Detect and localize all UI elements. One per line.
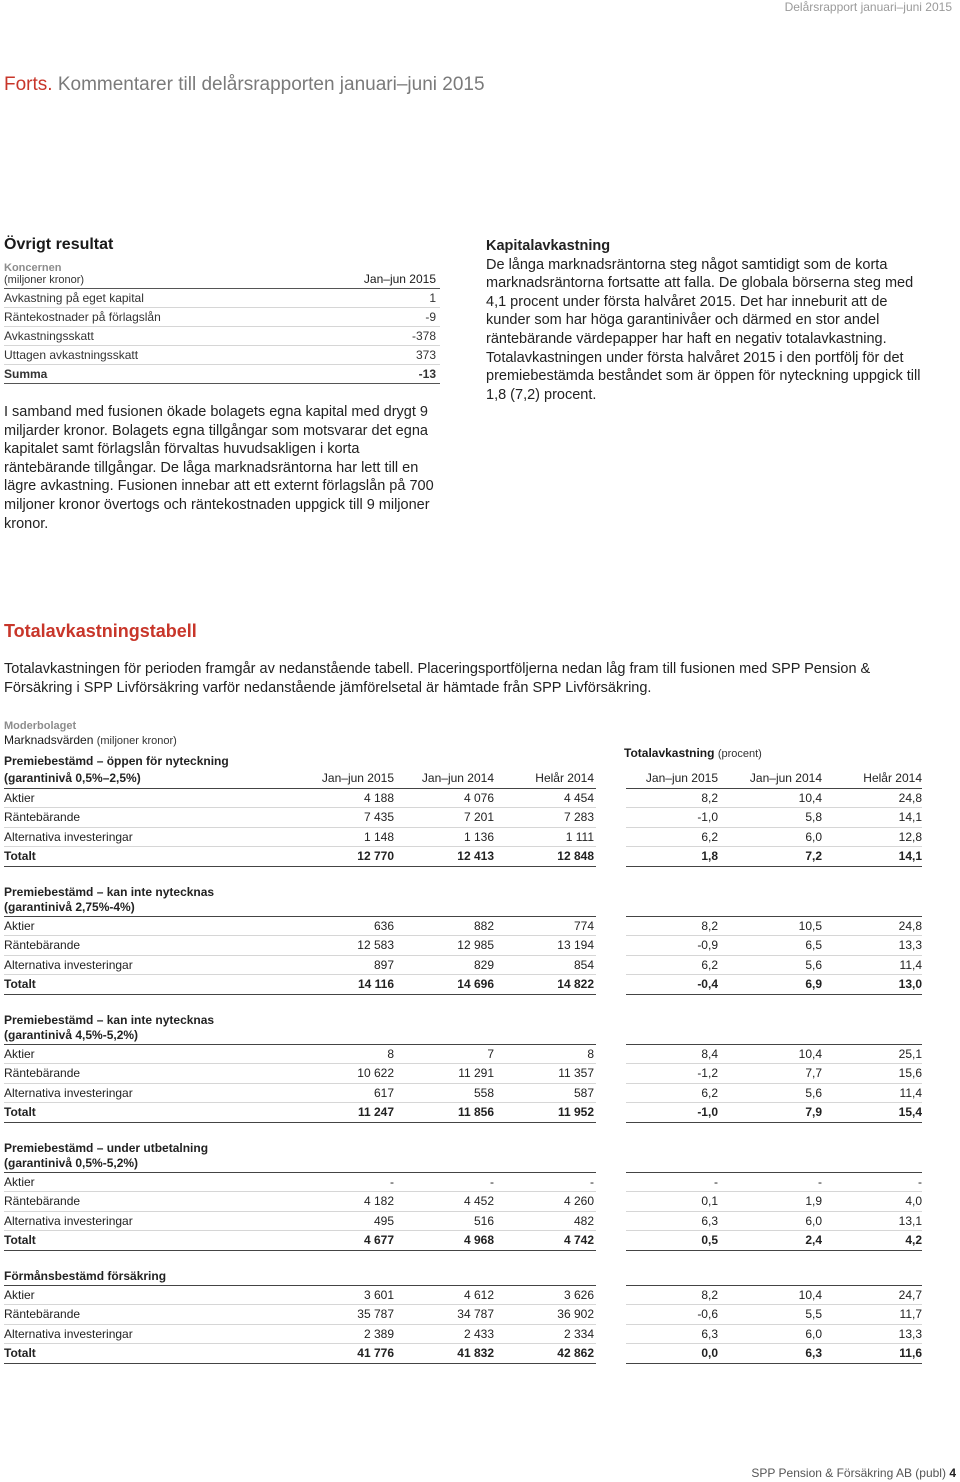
cell-col-4: 6,2 xyxy=(701,829,718,844)
ovrigt-row-label: Räntekostnader på förlagslån xyxy=(4,310,161,324)
row-label: Alternativa investeringar xyxy=(4,1326,133,1341)
cell-col-2: 7 201 xyxy=(463,810,494,824)
cell-col-1: 4 677 xyxy=(363,1233,394,1247)
group-title xyxy=(4,754,922,769)
ovrigt-sum-value: -13 xyxy=(418,367,436,381)
cell-col-3: 587 xyxy=(573,1085,594,1100)
column-gap xyxy=(596,1044,626,1065)
group-title-line2: (garantinivå 2,75%-4%) xyxy=(4,899,135,914)
cell-col-6: 11,4 xyxy=(899,1085,922,1100)
footer-page-number: 4 xyxy=(949,1466,956,1480)
group-title-line1: Förmånsbestämd försäkring xyxy=(4,1268,167,1283)
row-label: Totalt xyxy=(4,1233,36,1247)
cell-col-2: 14 696 xyxy=(457,977,494,991)
cell-col-1: 7 435 xyxy=(363,810,394,824)
cell-col-3: 14 822 xyxy=(557,977,594,991)
row-label: Räntebärande xyxy=(4,1194,81,1208)
cell-col-1: 14 116 xyxy=(357,977,394,991)
cell-col-1: 495 xyxy=(373,1213,394,1228)
cell-col-6: 11,6 xyxy=(899,1346,922,1360)
cell-col-5: 10,5 xyxy=(798,918,822,933)
column-header-1: Jan–jun 2015 xyxy=(321,771,394,785)
cell-col-1: 4 182 xyxy=(363,1194,394,1208)
table-row xyxy=(4,789,922,809)
cell-col-6: 24,8 xyxy=(898,790,922,805)
table-group xyxy=(4,754,922,867)
cell-col-6: 14,1 xyxy=(898,810,922,824)
cell-col-2: 12 413 xyxy=(457,849,494,863)
group-title-line1: Premiebestämd – öppen för nyteckning xyxy=(4,754,229,768)
column-gap xyxy=(596,1285,626,1306)
column-header-3: Helår 2014 xyxy=(535,771,594,785)
totalavkastning-table xyxy=(4,720,922,1364)
cell-col-6: 4,2 xyxy=(905,1233,922,1247)
table-group xyxy=(4,885,922,995)
column-gap xyxy=(596,1172,626,1193)
cell-col-1: 35 787 xyxy=(357,1307,394,1321)
group-title-line2: (garantinivå 0,5%-5,2%) xyxy=(4,1155,139,1170)
cell-col-6: 12,8 xyxy=(898,829,922,844)
cell-col-4: -0,4 xyxy=(697,977,718,991)
cell-col-1: 10 622 xyxy=(357,1066,394,1080)
row-label: Alternativa investeringar xyxy=(4,1213,133,1228)
group-title xyxy=(4,885,922,917)
row-label: Aktier xyxy=(4,790,35,805)
ovrigt-row xyxy=(4,308,440,327)
row-label: Totalt xyxy=(4,977,36,991)
footer-company: SPP Pension & Försäkring AB (publ) xyxy=(751,1466,946,1480)
cell-col-5: 7,7 xyxy=(805,1066,822,1080)
cell-col-6: 15,4 xyxy=(898,1105,922,1119)
cell-col-3: 4 742 xyxy=(563,1233,594,1247)
cell-col-2: 11 291 xyxy=(458,1066,494,1080)
cell-col-4: -0,9 xyxy=(697,938,718,952)
column-gap xyxy=(596,1343,626,1364)
ovrigt-row-value: -9 xyxy=(425,310,436,324)
group-title-line1: Premiebestämd – kan inte nytecknas xyxy=(4,884,215,899)
cell-col-5: 6,0 xyxy=(805,1326,822,1341)
column-gap xyxy=(596,807,626,828)
cell-col-2: 558 xyxy=(473,1085,494,1100)
cell-col-1: 897 xyxy=(373,957,394,972)
table-row xyxy=(4,1286,922,1306)
ovrigt-resultat-header xyxy=(4,262,440,289)
table-unit-label: Marknadsvärden xyxy=(4,733,94,747)
column-gap xyxy=(596,955,626,976)
cell-col-5: 5,6 xyxy=(805,957,822,972)
table-groups xyxy=(4,754,922,1364)
column-gap xyxy=(596,1083,626,1104)
cell-col-5: 1,9 xyxy=(805,1194,822,1208)
group-title-line2: (garantinivå 0,5%–2,5%) xyxy=(4,771,141,785)
ovrigt-entity: Koncernen xyxy=(4,262,62,274)
cell-col-6: 11,7 xyxy=(899,1307,922,1321)
kapitalavkastning-title: Kapitalavkastning xyxy=(486,238,611,254)
totalavkastning-title: Totalavkastningstabell xyxy=(4,621,197,641)
table-entity: Moderbolaget xyxy=(4,720,77,732)
cell-col-5: 6,5 xyxy=(805,938,822,952)
cell-col-5: 7,2 xyxy=(805,849,822,863)
ovrigt-row-value: 1 xyxy=(429,291,436,305)
table-row xyxy=(4,1325,922,1345)
ovrigt-row xyxy=(4,346,440,365)
cell-col-1: 12 770 xyxy=(357,849,394,863)
table-total-row xyxy=(4,1344,922,1364)
table-row xyxy=(4,1192,922,1212)
page-title xyxy=(4,74,485,96)
column-gap xyxy=(596,1230,626,1251)
cell-col-2: 12 985 xyxy=(457,938,494,952)
ovrigt-row xyxy=(4,327,440,346)
cell-col-4: -0,6 xyxy=(697,1307,718,1321)
ovrigt-resultat-title: Övrigt resultat xyxy=(4,236,114,253)
table-row xyxy=(4,956,922,976)
ovrigt-resultat-paragraph: I samband med fusionen ökade bolagets egna kapital med drygt 9 miljarder kronor. Bolagets egna tillgångar som motsvarar det egna kapitalet samt förlagslån förvaltas huvudsakligen i korta räntebärande tillgångar. De låga marknadsräntorna har lett till en lägre avkastning. Fusionen innebar att ett externt förlagslån på 700 miljoner kronor övertogs och räntekostnaden uppgick till 9 miljoner kronor. xyxy=(4,404,434,532)
ovrigt-resultat-section xyxy=(4,236,440,384)
column-gap xyxy=(596,1102,626,1123)
totalavkastning-intro: Totalavkastningen för perioden framgår av nedanstående tabell. Placeringsportföljerna nedan låg fram till fusionen med SPP Pension & Försäkring i SPP Livförsäkring varför nedanstående jämförelsetal är hämtade från SPP Livförsäkring. xyxy=(4,661,871,696)
cell-col-2: 7 xyxy=(487,1046,494,1061)
cell-col-4: 6,3 xyxy=(701,1326,718,1341)
row-label: Aktier xyxy=(4,1046,35,1061)
cell-col-3: 8 xyxy=(587,1046,594,1061)
ovrigt-row-value: -378 xyxy=(411,329,436,343)
cell-col-1: 8 xyxy=(387,1046,394,1061)
ovrigt-resultat-rows xyxy=(4,289,440,365)
cell-col-1: 12 583 xyxy=(357,938,394,952)
table-row xyxy=(4,808,922,828)
column-header-6: Helår 2014 xyxy=(863,771,922,785)
cell-col-5: 10,4 xyxy=(798,1046,822,1061)
cell-col-2: 4 968 xyxy=(463,1233,494,1247)
cell-col-6: - xyxy=(918,1174,922,1189)
group-title xyxy=(4,1013,922,1045)
cell-col-2: 1 136 xyxy=(463,829,494,844)
group-title-line2: (garantinivå 4,5%-5,2%) xyxy=(4,1027,139,1042)
ovrigt-sum-row xyxy=(4,365,440,384)
cell-col-6: 25,1 xyxy=(898,1046,922,1061)
table-row xyxy=(4,936,922,956)
cell-col-2: 4 452 xyxy=(463,1194,494,1208)
column-gap xyxy=(596,1211,626,1232)
cell-col-4: 6,2 xyxy=(701,957,718,972)
table-row xyxy=(4,1084,922,1104)
cell-col-2: 11 856 xyxy=(457,1105,494,1119)
cell-col-1: 1 148 xyxy=(363,829,394,844)
cell-col-6: 13,0 xyxy=(898,977,922,991)
table-total-row xyxy=(4,1231,922,1251)
cell-col-3: 11 952 xyxy=(557,1105,594,1119)
cell-col-3: 3 626 xyxy=(563,1287,594,1302)
cell-col-1: 3 601 xyxy=(363,1287,394,1302)
row-label: Aktier xyxy=(4,1287,35,1302)
kapitalavkastning-paragraph: De långa marknadsräntorna steg något samtidigt som de korta marknadsräntorna fortsatte att falla. De globala börserna steg med 4,1 procent under första halvåret 2015. Det har inneburit att de kunder som har höga garantinivåer och därmed en stor andel räntebärande värdepapper har haft en negativ totalavkastning. Totalavkastningen under första halvåret 2015 i den portfölj för det premiebestämda beståndet som är öppen för nyteckning uppgick till 1,8 (7,2) procent. xyxy=(486,256,921,403)
cell-col-2: 829 xyxy=(473,957,494,972)
table-unit: (miljoner kronor) xyxy=(96,735,177,747)
table-unit-line xyxy=(4,733,177,747)
cell-col-5: 6,0 xyxy=(805,829,822,844)
group-title-line1: Premiebestämd – under utbetalning xyxy=(4,1140,209,1155)
column-header-5: Jan–jun 2014 xyxy=(749,771,822,785)
cell-col-3: 42 862 xyxy=(557,1346,594,1360)
cell-col-3: - xyxy=(590,1174,594,1189)
cell-col-3: 1 111 xyxy=(565,829,594,844)
cell-col-2: 34 787 xyxy=(457,1307,494,1321)
cell-col-6: 24,8 xyxy=(898,918,922,933)
cell-col-6: 13,3 xyxy=(898,1326,922,1341)
cell-col-4: 0,0 xyxy=(701,1346,718,1360)
cell-col-4: 8,2 xyxy=(701,790,718,805)
cell-col-3: 4 260 xyxy=(563,1194,594,1208)
cell-col-2: 4 612 xyxy=(463,1287,494,1302)
cell-col-5: 7,9 xyxy=(805,1105,822,1119)
cell-col-4: -1,0 xyxy=(697,810,718,824)
cell-col-3: 482 xyxy=(573,1213,594,1228)
cell-col-2: 516 xyxy=(473,1213,494,1228)
ovrigt-unit: (miljoner kronor) xyxy=(4,274,85,286)
cell-col-6: 24,7 xyxy=(898,1287,922,1302)
cell-col-3: 13 194 xyxy=(557,938,594,952)
table-total-row xyxy=(4,975,922,995)
row-label: Räntebärande xyxy=(4,1307,81,1321)
page-title-text: Kommentarer till delårsrapporten januari–juni 2015 xyxy=(57,74,485,95)
row-label: Alternativa investeringar xyxy=(4,829,133,844)
cell-col-3: 11 357 xyxy=(558,1066,594,1080)
row-label: Totalt xyxy=(4,1346,36,1360)
cell-col-4: 8,4 xyxy=(701,1046,718,1061)
row-label: Räntebärande xyxy=(4,810,81,824)
cell-col-3: 854 xyxy=(573,957,594,972)
cell-col-1: 4 188 xyxy=(363,790,394,805)
row-label: Aktier xyxy=(4,918,35,933)
cell-col-5: 5,8 xyxy=(805,810,822,824)
page-footer xyxy=(751,1466,956,1480)
column-gap xyxy=(596,846,626,867)
cell-col-1: 11 247 xyxy=(357,1105,394,1119)
cell-col-5: 5,6 xyxy=(805,1085,822,1100)
cell-col-1: 2 389 xyxy=(363,1326,394,1341)
cell-col-5: - xyxy=(818,1174,822,1189)
cell-col-1: 617 xyxy=(373,1085,394,1100)
cell-col-4: 0,1 xyxy=(701,1194,718,1208)
row-label: Totalt xyxy=(4,849,36,863)
cell-col-4: 6,2 xyxy=(701,1085,718,1100)
column-gap xyxy=(596,935,626,956)
cell-col-5: 5,5 xyxy=(805,1307,822,1321)
cell-col-4: 1,8 xyxy=(701,849,718,863)
cell-col-2: - xyxy=(490,1174,494,1189)
column-gap xyxy=(596,916,626,937)
column-gap xyxy=(596,974,626,995)
page-title-prefix: Forts. xyxy=(4,74,53,95)
cell-col-3: 12 848 xyxy=(557,849,594,863)
group-title xyxy=(4,1141,922,1173)
cell-col-3: 4 454 xyxy=(563,790,594,805)
cell-col-4: 8,2 xyxy=(701,1287,718,1302)
table-row xyxy=(4,1064,922,1084)
column-gap xyxy=(596,788,626,809)
table-group xyxy=(4,1141,922,1251)
cell-col-3: 36 902 xyxy=(557,1307,594,1321)
cell-col-3: 774 xyxy=(573,918,594,933)
row-label: Aktier xyxy=(4,1174,35,1189)
cell-col-1: - xyxy=(390,1174,394,1189)
row-label: Alternativa investeringar xyxy=(4,1085,133,1100)
row-label: Räntebärande xyxy=(4,938,81,952)
table-row xyxy=(4,1045,922,1065)
cell-col-4: 8,2 xyxy=(701,918,718,933)
column-gap xyxy=(596,1324,626,1345)
cell-col-5: 6,3 xyxy=(805,1346,822,1360)
table-row xyxy=(4,917,922,937)
table-row xyxy=(4,1212,922,1232)
ovrigt-sum-label: Summa xyxy=(4,367,48,381)
cell-col-5: 6,9 xyxy=(805,977,822,991)
cell-col-4: 0,5 xyxy=(701,1233,718,1247)
column-header-2: Jan–jun 2014 xyxy=(421,771,494,785)
column-gap xyxy=(596,827,626,848)
cell-col-1: 636 xyxy=(373,918,394,933)
table-row xyxy=(4,1173,922,1193)
table-group xyxy=(4,1269,922,1364)
ovrigt-column-header: Jan–jun 2015 xyxy=(363,272,436,286)
cell-col-3: 2 334 xyxy=(563,1326,594,1341)
cell-col-5: 10,4 xyxy=(798,1287,822,1302)
table-row xyxy=(4,1305,922,1325)
column-gap xyxy=(596,1191,626,1212)
cell-col-4: 6,3 xyxy=(701,1213,718,1228)
cell-col-5: 6,0 xyxy=(805,1213,822,1228)
ovrigt-row xyxy=(4,289,440,308)
ovrigt-row-value: 373 xyxy=(415,348,436,362)
cell-col-6: 4,0 xyxy=(905,1194,922,1208)
row-label: Räntebärande xyxy=(4,1066,81,1080)
cell-col-6: 13,3 xyxy=(898,938,922,952)
ovrigt-row-label: Avkastning på eget kapital xyxy=(4,291,144,305)
cell-col-6: 11,4 xyxy=(899,957,922,972)
cell-col-2: 2 433 xyxy=(463,1326,494,1341)
right-header-label: Totalavkastning xyxy=(624,746,715,760)
column-gap xyxy=(596,1304,626,1325)
table-group xyxy=(4,1013,922,1123)
group-title xyxy=(4,1269,922,1286)
cell-col-6: 13,1 xyxy=(898,1213,922,1228)
table-total-row xyxy=(4,847,922,867)
kapitalavkastning-section xyxy=(486,237,931,404)
right-header-unit: (procent) xyxy=(717,748,762,760)
cell-col-4: -1,0 xyxy=(697,1105,718,1119)
cell-col-6: 15,6 xyxy=(898,1066,922,1080)
column-header-row xyxy=(4,769,922,789)
cell-col-5: 2,4 xyxy=(805,1233,822,1247)
table-total-row xyxy=(4,1103,922,1123)
cell-col-5: 10,4 xyxy=(798,790,822,805)
cell-col-4: - xyxy=(714,1174,718,1189)
table-row xyxy=(4,828,922,848)
table-meta xyxy=(4,720,922,760)
column-header-4: Jan–jun 2015 xyxy=(645,771,718,785)
cell-col-2: 4 076 xyxy=(463,790,494,805)
cell-col-3: 7 283 xyxy=(563,810,594,824)
cell-col-4: -1,2 xyxy=(697,1066,718,1080)
cell-col-6: 14,1 xyxy=(898,849,922,863)
ovrigt-row-label: Avkastningsskatt xyxy=(4,329,94,343)
ovrigt-row-label: Uttagen avkastningsskatt xyxy=(4,348,139,362)
cell-col-2: 41 832 xyxy=(457,1346,494,1360)
row-label: Alternativa investeringar xyxy=(4,957,133,972)
group-title-line1: Premiebestämd – kan inte nytecknas xyxy=(4,1012,215,1027)
running-header: Delårsrapport januari–juni 2015 xyxy=(784,0,952,14)
cell-col-1: 41 776 xyxy=(357,1346,394,1360)
row-label: Totalt xyxy=(4,1105,36,1119)
column-gap xyxy=(596,768,626,789)
column-gap xyxy=(596,1063,626,1084)
cell-col-2: 882 xyxy=(473,918,494,933)
